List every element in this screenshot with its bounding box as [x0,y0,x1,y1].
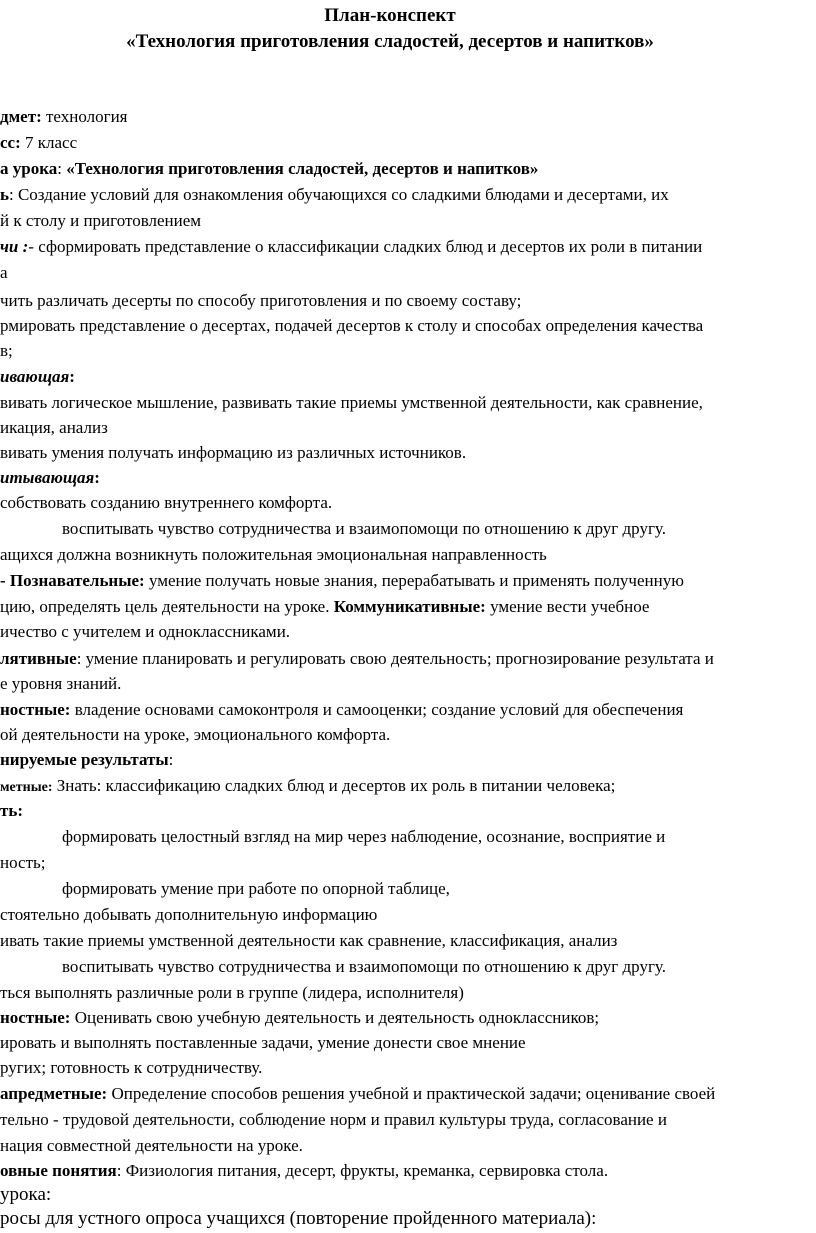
tasks-line [0,236,702,258]
document-subtitle: «Технология приготовления сладостей, десертов и напитков» [126,31,654,52]
planned-results-colon: : [168,750,174,769]
class-line [0,132,77,154]
personal-line [0,699,683,721]
topic-label: а урока [0,159,58,178]
tasks-label: чи : [0,237,29,256]
personal-results-line [0,1007,599,1029]
meta-results-value: Определение способов решения учебной и практической задачи; оценивание своей [107,1084,716,1103]
upbringing-label: итывающая [0,468,95,487]
upbringing-task-1: собствовать созданию внутреннего комфорта. [0,493,333,512]
meta-results-cont-1: тельно - трудовой деятельности, соблюдение норм и правил культуры труда, согласование и [0,1110,667,1129]
regulatory-label: лятивные [0,649,77,668]
personal-results-label: ностные: [0,1008,71,1027]
goal-line [0,184,669,206]
dev-task-2: вивать умения получать информацию из различных источников. [0,443,467,462]
tasks-value: - сформировать представление о классификации сладких блюд и десертов их роли в питании [28,237,703,256]
questions-heading: росы для устного опроса учащихся (повторение пройденного материала): [0,1208,597,1229]
can-item-4: воспитывать чувство сотрудничества и взаимопомощи по отношению к друг другу. [62,957,666,976]
dev-task-1-continuation: икация, анализ [0,418,108,437]
key-concepts-value: : Физиология питания, десерт, фрукты, креманка, сервировка стола. [116,1161,609,1180]
subject-value: технология [41,107,128,126]
can-item-2-continuation: стоятельно добывать дополнительную информацию [0,905,378,924]
uud-cognitive-value: умение получать новые знания, перерабатывать и применять полученную [144,571,684,590]
goal-value: : Создание условий для ознакомления обучающихся со сладкими блюдами и десертами, их [9,185,669,204]
dev-task-1: вивать логическое мышление, развивать такие приемы умственной деятельности, как сравнение, [0,393,703,412]
developing-label: ивающая [0,367,70,386]
personal-label: ностные: [0,700,71,719]
topic-line [0,158,538,180]
uud-communicative-label: Коммуникативные: [333,597,486,616]
goal-continuation: й к столу и приготовлением [0,211,202,230]
meta-results-line [0,1083,715,1105]
uud-communicative-line [0,596,649,618]
key-concepts-line [0,1160,608,1182]
edu-task-2-continuation: в; [0,341,13,360]
developing-colon: : [69,367,75,386]
personal-value: владение основами самоконтроля и самооценки; создание условий для обеспечения [70,700,684,719]
can-label: ть: [0,801,24,820]
can-item-4-continuation: ться выполнять различные роли в группе (лидера, исполнителя) [0,983,464,1002]
meta-results-label: апредметные: [0,1084,108,1103]
regulatory-value: : умение планировать и регулировать свою деятельность; прогнозирование результата и [76,649,714,668]
goal-label: ь [0,185,9,204]
can-item-1-continuation: ность; [0,853,46,872]
can-item-3: ивать такие приемы умственной деятельности как сравнение, классификация, анализ [0,931,618,950]
topic-value: «Технология приготовления сладостей, десертов и напитков» [66,159,539,178]
regulatory-continuation: е уровня знаний. [0,674,122,693]
uud-cognitive-line [0,570,684,592]
personal-results-value: Оценивать свою учебную деятельность и деятельность одноклассников; [70,1008,600,1027]
upbringing-task-3: ащихся должна возникнуть положительная эмоциональная направленность [0,545,547,564]
meta-results-cont-2: нация совместной деятельности на уроке. [0,1136,303,1155]
can-item-2: формировать умение при работе по опорной таблице, [62,879,450,898]
can-heading [0,800,23,822]
class-value: 7 класс [20,133,78,152]
class-label: сс: [0,133,21,152]
planned-results-label: нируемые результаты [0,750,169,769]
uud-prefix: - [0,571,10,590]
uud-cognitive-label: Познавательные: [9,571,145,590]
uud-communicative-continuation: ичество с учителем и одноклассниками. [0,622,291,641]
document-title: План-конспект [324,5,456,26]
upbringing-task-2: воспитывать чувство сотрудничества и взаимопомощи по отношению к друг другу. [62,519,666,538]
subject-results-value: Знать: классификацию сладких блюд и десертов их роль в питании человека; [52,776,616,795]
subject-results-line [0,775,615,799]
upbringing-heading [0,467,100,489]
uud-cognitive-continuation: цию, определять цель деятельности на уроке. [0,597,334,616]
subject-label: дмет: [0,107,42,126]
key-concepts-label: овные понятия [0,1161,117,1180]
lesson-course-heading: урока: [0,1184,52,1205]
developing-heading [0,366,75,388]
planned-results-heading [0,749,173,771]
topic-sep: : [57,159,67,178]
personal-continuation: ой деятельности на уроке, эмоционального комфорта. [0,725,391,744]
uud-communicative-value: умение вести учебное [485,597,650,616]
edu-task-1: чить различать десерты по способу приготовления и по своему составу; [0,291,522,310]
subject-results-label: метные: [0,780,53,795]
can-item-1: формировать целостный взгляд на мир через наблюдение, осознание, восприятие и [62,827,666,846]
personal-results-cont-1: ировать и выполнять поставленные задачи, умение донести свое мнение [0,1033,526,1052]
subject-line [0,106,128,128]
upbringing-colon: : [94,468,100,487]
regulatory-line [0,648,714,670]
personal-results-cont-2: ругих; готовность к сотрудничеству. [0,1058,263,1077]
tasks-continuation: а [0,263,8,282]
edu-task-2: рмировать представление о десертах, подачей десертов к столу и способах определения качества [0,316,704,335]
